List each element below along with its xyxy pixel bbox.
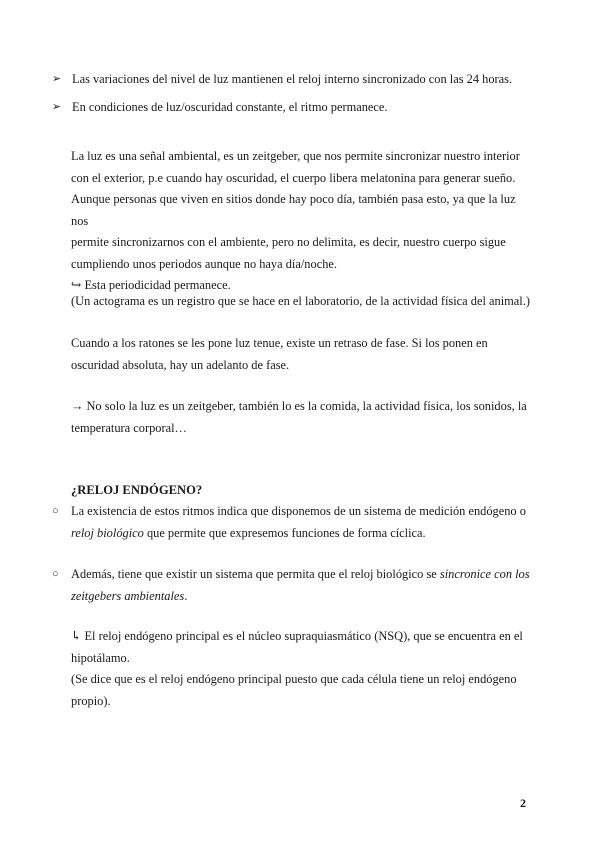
bullet-item [52, 97, 388, 117]
text-line [71, 523, 532, 545]
text-line: propio). [71, 693, 111, 708]
text-span: que permite que expresemos funciones de forma cíclica. [143, 525, 426, 540]
arrow-bullet-icon: ➢ [52, 73, 62, 85]
paragraph-actograma [71, 291, 531, 313]
circle-bullet-icon: ○ [52, 505, 59, 517]
text-line: La luz es una señal ambiental, es un zeitgeber, que nos permite sincronizar nuestro interior [71, 149, 520, 163]
text-line: (Un actograma es un registro que se hace en el laboratorio, de la actividad física del animal.) [71, 294, 530, 308]
text-line: permite sincronizarnos con el ambiente, pero no delimita, es decir, nuestro cuerpo sigue [71, 235, 506, 249]
bullet-text: En condiciones de luz/oscuridad constante, el ritmo permanece. [72, 100, 388, 114]
text-line: con el exterior, p.e cuando hay oscuridad, el cuerpo libera melatonina para generar sueño. [71, 170, 516, 185]
list-item-text [71, 564, 532, 607]
paragraph-luz [71, 146, 531, 297]
text-line: Cuando a los ratones se les pone luz tenue, existe un retraso de fase. Si los ponen en [71, 336, 488, 350]
bullet-text: Las variaciones del nivel de luz mantienen el reloj interno sincronizado con las 24 horas. [72, 72, 513, 86]
emphasis-text: zeitgebers ambientales [71, 588, 185, 603]
arrow-bullet-icon: ➢ [52, 101, 62, 113]
circle-bullet-icon: ○ [52, 568, 59, 580]
page-number: 2 [520, 796, 526, 810]
bullet-item [52, 69, 512, 89]
emphasis-text: reloj biológico [71, 525, 144, 540]
text-line: hipotálamo. [71, 650, 130, 665]
text-line: La existencia de estos ritmos indica que disponemos de un sistema de medición endógeno o [71, 504, 526, 518]
text-line: Aunque personas que viven en sitios donde hay poco día, también pasa esto, ya que la luz nos [71, 192, 516, 228]
text-line: → No solo la luz es un zeitgeber, también lo es la comida, la actividad física, los sonidos, la [71, 399, 527, 413]
list-item [52, 501, 532, 544]
list-item-text [71, 501, 532, 544]
text-span: . [184, 588, 188, 603]
text-line: oscuridad absoluta, hay un adelanto de fase. [71, 357, 290, 372]
note-line: ↪ Esta periodicidad permanece. [71, 278, 231, 292]
text-line: ↳ El reloj endógeno principal es el núcleo supraquiasmático (NSQ), que se encuentra en el [71, 629, 523, 643]
text-line: cumpliendo unos periodos aunque no haya día/noche. [71, 256, 337, 271]
text-line: (Se dice que es el reloj endógeno principal puesto que cada célula tiene un reloj endógeno [71, 672, 517, 686]
text-line: temperatura corporal… [71, 420, 187, 435]
text-line [71, 564, 532, 586]
paragraph-nsq [71, 626, 531, 712]
paragraph-zeitgeber [71, 396, 531, 439]
paragraph-ratones [71, 333, 531, 376]
text-span: Además, tiene que existir un sistema que permita que el reloj biológico se [71, 567, 440, 581]
text-line [71, 586, 532, 608]
emphasis-text: sincronice con los [439, 567, 530, 581]
list-item [52, 564, 532, 607]
section-heading: ¿RELOJ ENDÓGENO? [71, 483, 203, 497]
